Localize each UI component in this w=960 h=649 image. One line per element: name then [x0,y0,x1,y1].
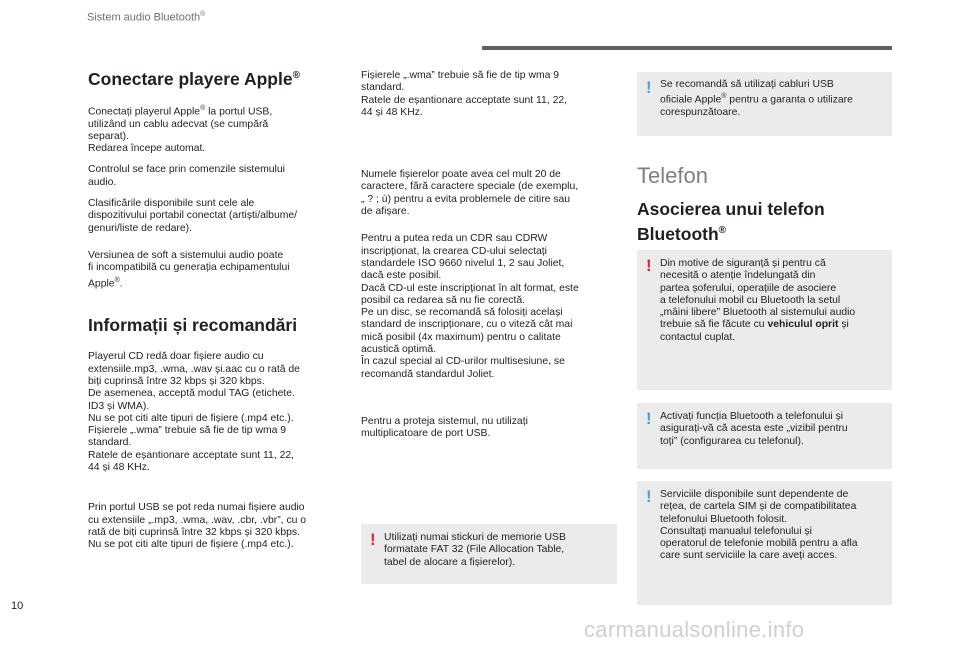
paragraph-controls: Controlul se face prin comenzile sistemului audio. [88,164,285,188]
warning-icon: ! [370,530,376,549]
section-heading-pairing: Asocierea unui telefon Bluetooth® [637,199,825,244]
paragraph-filenames: Numele fișierelor poate avea cel mult 20 de caractere, fără caractere speciale (de exemplu, „ ? ; ù) pentru a evita problemele de citire sau de afișare. [361,169,579,218]
info-icon: ! [646,78,652,97]
paragraph-usb-formats: Prin portul USB se pot reda numai fișiere audio cu extensiile „.mp3, .wma, .wav, .cbr, .vbr”, cu o rată de biți cuprinsă între 32 kbps și 320 kbps. Nu se pot citi alte tipuri de fișiere (.mp4 etc.). [88,502,307,551]
info-box-apple-cables [637,72,892,136]
paragraph-cdr: Pentru a putea reda un CDR sau CDRW inscripționat, la crearea CD-ului selectați standardele ISO 9660 nivelul 1, 2 sau Joliet, dacă este posibil. Dacă CD-ul este inscripționat în alt format, este posibil ca redarea să nu fie corectă. Pe un disc, se recomandă să folosiți același standard de inscripționare, cu o viteză cât mai mică posibil (4x maximum) pentru o calitate acustică optimă. În cazul special al CD-urilor multisesiune, se recomandă standardul Joliet. [361,233,579,380]
warning-text: Din motive de siguranță și pentru că necesită o atenție îndelungată din partea șoferului, operațiile de asociere a telefonului mobil cu Bluetooth la setul „mâini libere” Bluetooth al sistemului audio trebuie să fie făcute cu vehiculul oprit și contactul cuplat. [660,258,856,343]
paragraph-wma: Fișierele „.wma” trebuie să fie de tip wma 9 standard. Ratele de eșantionare acceptate sunt 11, 22, 44 și 48 KHz. [361,70,568,118]
warning-box-usb-format [361,524,617,584]
info-icon: ! [646,487,652,506]
info-box-services [637,481,892,605]
paragraph-software-version: Versiunea de soft a sistemului audio poate fi incompatibilă cu generația echipamentului Apple®. [88,249,290,290]
info-text: Serviciile disponibile sunt dependente de rețea, de cartela SIM și de compatibilitatea telefonului Bluetooth folosit. Consultați manualul telefonului și operatorul de telefonie mobilă pentru a afla care sunt serviciile la care aveți acces. [660,489,858,562]
running-header: Sistem audio Bluetooth® [87,11,206,24]
warning-text: Utilizați numai stickuri de memorie USB formatate FAT 32 (File Allocation Table, tabel de alocare a fișierelor). [384,532,566,568]
info-icon: ! [646,409,652,428]
info-box-activate-bluetooth [637,403,892,469]
page-number: 10 [11,600,24,612]
column-middle [361,70,623,450]
info-text: Se recomandă să utilizați cabluri USB oficiale Apple® pentru a garanta o utilizare corespunzătoare. [660,79,853,119]
header-divider-bar [482,46,892,50]
column-left [88,66,343,560]
paragraph-usb-hub: Pentru a proteja sistemul, nu utilizați multiplicatoare de port USB. [361,415,528,440]
paragraph-classifications: Clasificările disponibile sunt cele ale dispozitivului portabil conectat (artiști/albume/ genuri/liste de redare). [88,198,298,234]
paragraph-cd-formats: Playerul CD redă doar fișiere audio cu extensiile.mp3, .wma, .wav și.aac cu o rată de biți cuprinsă între 32 kbps și 320 kbps. De asemenea, acceptă modul TAG (etichete. ID3 și WMA). Nu se pot citi alte tipuri de fișiere (.mp4 etc.). Fișierele „.wma” trebuie să fie de tip wma 9 standard. Ratele de eșantionare acceptate sunt 11, 22, 44 și 48 KHz. [88,351,300,473]
warning-box-safety [637,250,892,390]
chapter-title-telefon: Telefon [637,163,708,188]
warning-icon: ! [646,256,652,275]
section-heading-apple: Conectare playere Apple® [88,68,300,89]
info-text: Activați funcția Bluetooth a telefonului și asigurați-vă că acesta este „vizibil pentru toți” (configurarea cu telefonul). [660,411,848,447]
paragraph-connect-apple: Conectați playerul Apple® la portul USB, utilizând un cablu adecvat (se cumpără separat). Redarea începe automat. [88,104,273,155]
watermark: carmanualsonline.info [584,617,805,642]
section-heading-info: Informații și recomandări [88,315,298,336]
